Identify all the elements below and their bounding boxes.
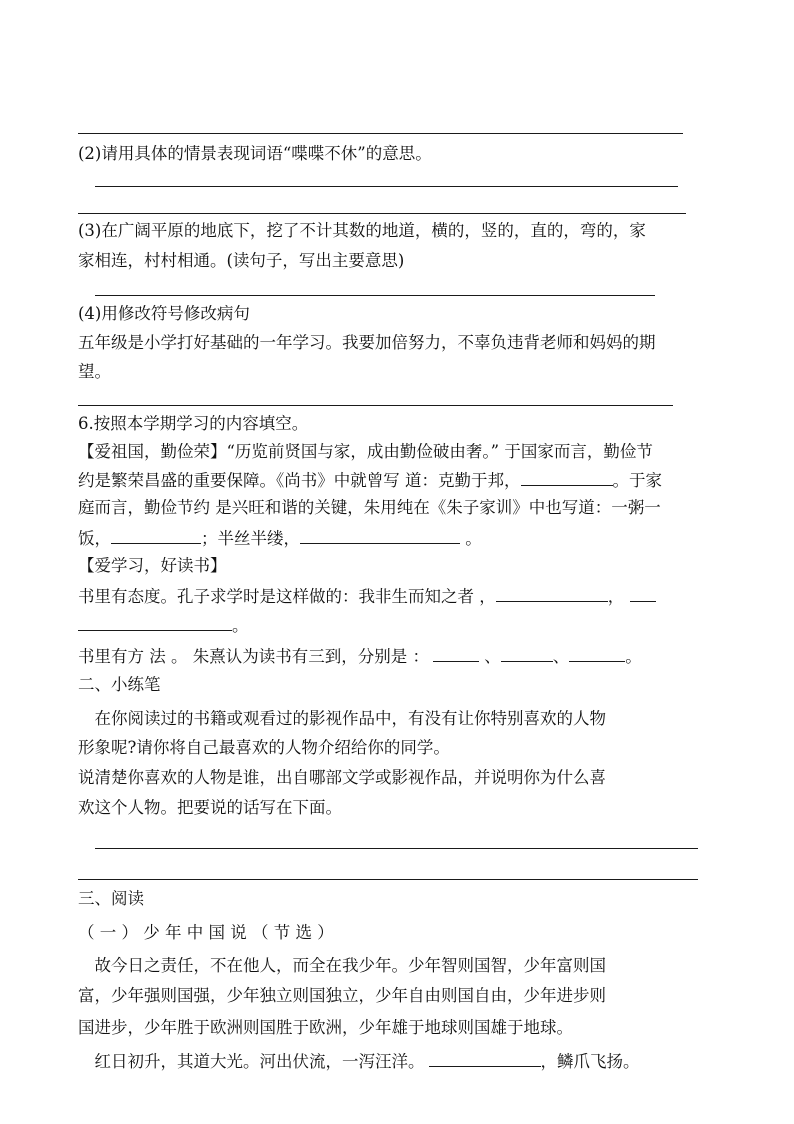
section-2-para1-line2: 形象呢?请你将自己最喜欢的人物介绍给你的同学。	[78, 738, 450, 757]
q6-part1-line2-prefix: 约是繁荣昌盛的重要保障。《尚书》中就曾写 道：克勤于邦，	[78, 471, 521, 490]
question-6-heading: 6.按照本学期学习的内容填空。	[78, 414, 309, 433]
fill-in-blank[interactable]	[501, 645, 553, 662]
fill-in-blank[interactable]	[429, 1050, 541, 1067]
answer-line	[78, 213, 686, 214]
q6-part1-line2-suffix: 。于家	[612, 471, 662, 490]
reading-p2-prefix: 红日初升，其道大光。河出伏流，一泻汪洋。	[78, 1052, 425, 1071]
q6-part1-line4-prefix: 饭，	[78, 529, 111, 548]
reading-p2-suffix: ，鳞爪飞扬。	[540, 1052, 640, 1071]
fill-in-blank[interactable]	[521, 469, 613, 486]
q6-part2-line3-prefix: 书里有方 法 。 朱熹认为读书有三到，分别是 ：	[78, 647, 429, 666]
answer-line	[78, 879, 698, 880]
question-3-text-line2: 家相连，村村相通。(读句子，写出主要意思)	[78, 251, 405, 270]
q6-part2-line2	[78, 614, 249, 637]
reading-p1-line3: 国进步，少年胜于欧洲则国胜于欧洲，少年雄于地球则国雄于地球。	[78, 1018, 573, 1037]
q6-part2-line1-mid: ，	[607, 587, 625, 606]
fill-in-blank[interactable]	[433, 645, 479, 662]
section-2-para2-line2: 欢这个人物。把要说的话写在下面。	[78, 798, 342, 817]
answer-line	[78, 133, 683, 134]
fill-in-blank[interactable]	[630, 585, 656, 602]
q6-part1-line4-suffix: 。	[460, 529, 482, 548]
q6-part2-end: 。	[625, 647, 642, 666]
q6-part1-line4	[78, 527, 482, 550]
fill-in-blank[interactable]	[111, 527, 201, 544]
question-3-text-line1: (3)在广阔平原的地底下，挖了不计其数的地道，横的，竖的，直的，弯的，家	[78, 221, 646, 240]
q6-part1-line4-mid: ；半丝半缕，	[201, 529, 300, 548]
q6-part2-sep1: 、	[478, 647, 501, 666]
question-4-sentence-line2: 望。	[78, 362, 111, 381]
reading-subtitle: （ 一 ） 少 年 中 国 说 （ 节 选 ）	[78, 923, 334, 942]
section-2-title: 二、小练笔	[78, 675, 161, 694]
question-4-sentence-line1: 五年级是小学打好基础的一年学习。我要加倍努力，不辜负违背老师和妈妈的期	[78, 333, 656, 352]
reading-p2	[78, 1050, 640, 1073]
answer-line	[95, 186, 678, 187]
reading-p1-line1: 故今日之责任，不在他人，而全在我少年。少年智则国智，少年富则国	[78, 956, 606, 975]
q6-part1-line3: 庭而言，勤俭节约 是兴旺和谐的关键，朱用纯在《朱子家训》中也写道：一粥一	[78, 498, 661, 517]
fill-in-blank[interactable]	[496, 585, 608, 602]
fill-in-blank[interactable]	[78, 614, 232, 631]
q6-part2-sep2: 、	[552, 647, 570, 666]
section-2-para2-line1: 说清楚你喜欢的人物是谁，出自哪部文学或影视作品，并说明你为什么喜	[78, 768, 606, 787]
answer-line	[95, 848, 698, 849]
q6-part1-line2	[78, 469, 662, 492]
reading-p1-line2: 富，少年强则国强，少年独立则国独立，少年自由则国自由，少年进步则	[78, 986, 606, 1005]
q6-part2-line3	[78, 645, 642, 668]
q6-part1-line1: 【爱祖国，勤俭荣】“历览前贤国与家，成由勤俭破由奢。” 于国家而言，勤俭节	[78, 442, 653, 461]
q6-part2-heading: 【爱学习，好读书】	[78, 556, 227, 575]
question-2-prompt: (2)请用具体的情景表现词语“喋喋不休”的意思。	[78, 144, 432, 163]
section-2-para1-line1: 在你阅读过的书籍或观看过的影视作品中，有没有让你特别喜欢的人物	[78, 709, 606, 728]
fill-in-blank[interactable]	[569, 645, 625, 662]
answer-line	[78, 405, 673, 406]
answer-line	[95, 295, 655, 296]
fill-in-blank[interactable]	[300, 527, 460, 544]
q6-part2-line1-prefix: 书里有态度。孔子求学时是这样做的：我非生而知之者 ，	[78, 587, 496, 606]
q6-part2-line1	[78, 585, 656, 608]
question-4-prompt: (4)用修改符号修改病句	[78, 304, 250, 323]
q6-part2-line2-suffix: 。	[232, 616, 249, 635]
section-3-title: 三、阅读	[78, 889, 144, 908]
